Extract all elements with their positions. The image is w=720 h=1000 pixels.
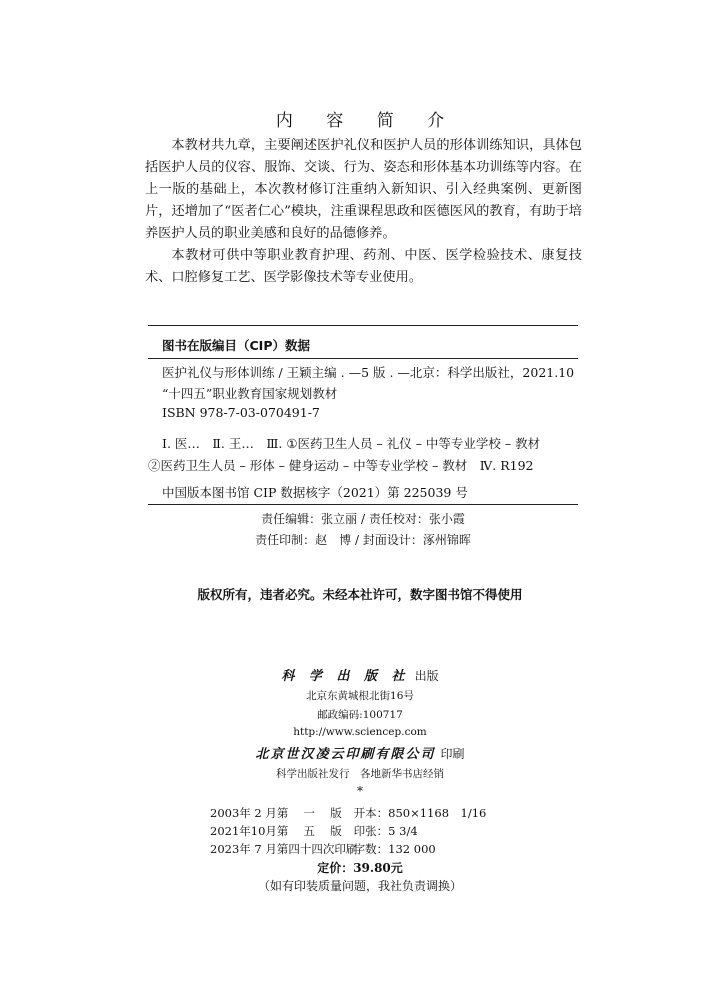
page-title: 内 容 简 介 bbox=[275, 111, 459, 131]
cip-line-3: ISBN 978-7-03-070491-7 bbox=[162, 405, 320, 420]
cip-line-1: 医护礼仪与形体训练 / 王颖主编 . —5 版 . —北京：科学出版社，2021.10 bbox=[162, 365, 575, 380]
publisher-suffix: 出版 bbox=[414, 669, 439, 683]
printing-row-2 bbox=[210, 823, 418, 839]
intro-text-2: 本教材可供中等职业教育护理、药剂、中医、医学检验技术、康复技术、口腔修复工艺、医学影像技术等专业使用。 bbox=[145, 248, 582, 285]
printer-suffix: 印刷 bbox=[440, 747, 465, 761]
cip-heading: 图书在版编目（CIP）数据 bbox=[162, 338, 310, 353]
distribution-line: 科学出版社发行 各地新华书店经销 bbox=[276, 768, 444, 780]
edition-3: 2023年 7 月第四十四次印刷 bbox=[210, 842, 358, 856]
intro-paragraph-1 bbox=[145, 135, 582, 245]
detail-2: 印张：5 3/4 bbox=[353, 824, 418, 838]
edition-2: 2021年10月第 五 版 bbox=[210, 824, 342, 838]
publisher-url: http://www.sciencep.com bbox=[293, 726, 427, 738]
publisher-name: 科 学 出 版 社 bbox=[281, 669, 410, 684]
price: 定价：39.80元 bbox=[317, 861, 403, 875]
separator-star: * bbox=[357, 784, 363, 798]
editors-line-2: 责任印制：赵 博 / 封面设计：涿州锦晖 bbox=[255, 533, 471, 547]
printer-line bbox=[0, 743, 720, 762]
cip-block bbox=[148, 325, 578, 547]
cip-line-6: 中国版本图书馆 CIP 数据核字（2021）第 225039 号 bbox=[162, 485, 468, 500]
printer-name: 北京世汉凌云印刷有限公司 bbox=[255, 747, 436, 762]
editors-line-1: 责任编辑：张立丽 / 责任校对：张小霞 bbox=[261, 512, 465, 526]
publisher-postcode: 邮政编码:100717 bbox=[317, 709, 403, 721]
detail-1: 开本：850×1168 1/16 bbox=[353, 806, 487, 820]
copyright-notice: 版权所有，违者必究。未经本社许可，数字图书馆不得使用 bbox=[197, 587, 523, 602]
detail-3: 字数：132 000 bbox=[353, 842, 436, 856]
printing-row-1 bbox=[210, 805, 486, 821]
publisher-address: 北京东黄城根北街16号 bbox=[306, 690, 414, 702]
edition-1: 2003年 2 月第 一 版 bbox=[210, 806, 342, 820]
cip-divider bbox=[148, 358, 578, 359]
intro-paragraph-2 bbox=[145, 245, 582, 289]
cip-line-5: ②医药卫生人员 – 形体 – 健身运动 – 中等专业学校 – 教材 Ⅳ. R192 bbox=[148, 458, 534, 473]
cip-line-2: “十四五”职业教育国家规划教材 bbox=[162, 386, 338, 401]
intro-text-1: 本教材共九章，主要阐述医护礼仪和医护人员的形体训练知识，具体包括医护人员的仪容、服饰、交谈、行为、姿态和形体基本功训练等内容。在上一版的基础上，本次教材修订注重纳入新知识、引入经典案例、更新图片，还增加了“医者仁心”模块，注重课程思政和医德医风的教育，有助于培养医护人员的职业美感和良好的品德修养。 bbox=[145, 138, 582, 241]
quality-notice: （如有印装质量问题，我社负责调换） bbox=[257, 879, 462, 893]
cip-bottom-rule bbox=[148, 504, 578, 505]
printing-row-3 bbox=[210, 841, 436, 857]
cip-line-4: Ⅰ. 医… Ⅱ. 王… Ⅲ. ①医药卫生人员 – 礼仪 – 中等专业学校 – 教材 bbox=[162, 436, 541, 451]
publisher-line bbox=[0, 665, 720, 684]
